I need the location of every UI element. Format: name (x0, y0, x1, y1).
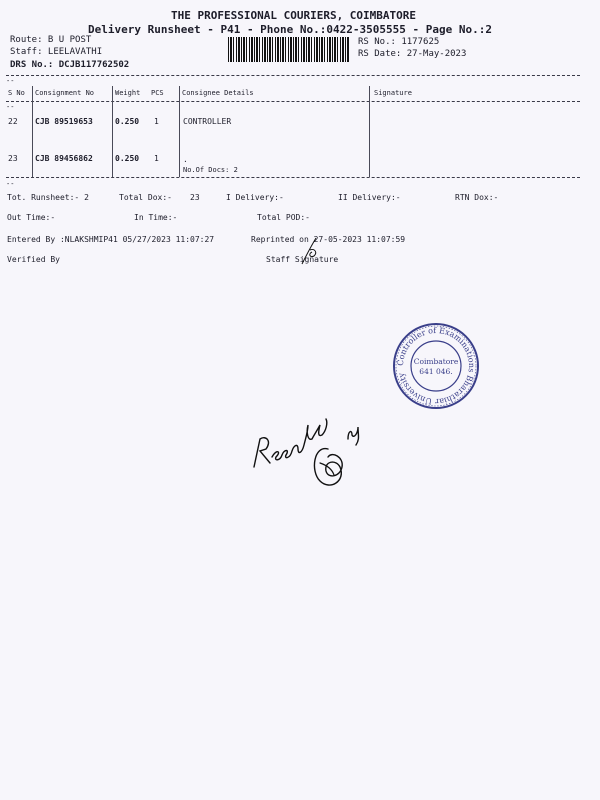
row-consignee: CONTROLLER (183, 117, 232, 126)
out-time: Out Time:- (7, 213, 56, 222)
row-sno: 23 (8, 154, 18, 163)
runsheet-title: Delivery Runsheet - P41 - Phone No.:0422-3505555 - Page No.:2 (88, 23, 492, 36)
in-time: In Time:- (134, 213, 178, 222)
staff-signature: Staff Signature (266, 255, 339, 264)
ii-delivery: II Delivery:- (338, 193, 401, 202)
stamp-ring-text: Controller of Examinations Bharathiar University (395, 325, 477, 407)
drs-number: DRS No.: DCJB117762502 (10, 60, 130, 70)
separator (6, 101, 580, 102)
row-weight: 0.250 (115, 154, 140, 163)
pen-scribble-icon (296, 228, 336, 268)
row-consignee: . (183, 155, 188, 164)
staff: Staff: LEELAVATHI (10, 47, 103, 57)
row-sno: 22 (8, 117, 18, 126)
row-pcs: 1 (154, 117, 159, 126)
handwritten-received-by-icon (248, 405, 388, 500)
col-header-consignment: Consignment No (35, 89, 95, 97)
tot-runsheet: Tot. Runsheet:- 2 (7, 193, 89, 202)
separator (6, 75, 580, 76)
barcode (228, 37, 350, 62)
i-delivery: I Delivery:- (226, 193, 284, 202)
col-header-signature: Signature (374, 89, 412, 97)
column-rule (32, 86, 33, 177)
row-pcs: 1 (154, 154, 159, 163)
row-consignment: CJB 89456862 (35, 154, 93, 163)
reprinted-on: Reprinted on 27-05-2023 11:07:59 (251, 235, 406, 244)
entered-by: Entered By :NLAKSHMIP41 05/27/2023 11:07:27 (7, 235, 215, 244)
route: Route: B U POST (10, 35, 92, 45)
rs-number: RS No.: 1177625 (358, 37, 440, 47)
row-docs-count: No.Of Docs: 2 (183, 166, 238, 174)
column-rule (112, 86, 113, 177)
stamp-city: Coimbatore (413, 357, 459, 366)
stamp-pincode: 641 046. (419, 367, 453, 376)
university-seal-icon (392, 322, 480, 410)
col-header-consignee: Consignee Details (182, 89, 254, 97)
company-name: THE PROFESSIONAL COURIERS, COIMBATORE (171, 9, 417, 22)
col-header-weight: Weight (115, 89, 141, 97)
col-header-sno: S No (8, 89, 25, 97)
total-pod: Total POD:- (257, 213, 310, 222)
total-dox-value: 23 (190, 193, 200, 202)
rs-date: RS Date: 27-May-2023 (358, 49, 467, 59)
rtn-dox: RTN Dox:- (455, 193, 499, 202)
column-rule (369, 86, 370, 177)
row-weight: 0.250 (115, 117, 140, 126)
column-rule (179, 86, 180, 177)
col-header-pcs: PCS (151, 89, 164, 97)
row-consignment: CJB 89519653 (35, 117, 93, 126)
verified-by: Verified By (7, 255, 60, 264)
total-dox-label: Total Dox:- (119, 193, 172, 202)
separator (6, 177, 580, 178)
